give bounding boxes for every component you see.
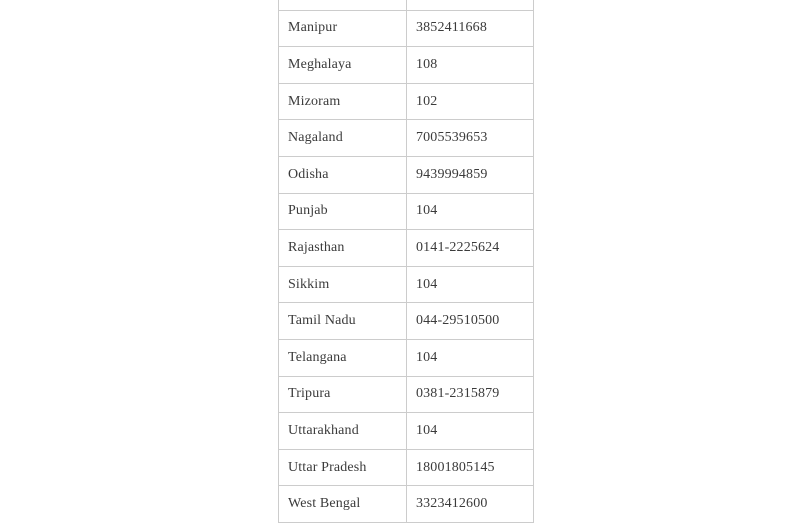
state-cell: West Bengal	[279, 486, 407, 522]
table-row	[279, 47, 533, 84]
helpline-number-cell: 108	[416, 56, 438, 72]
state-cell: Tripura	[279, 377, 407, 413]
helpline-number-cell: 104	[416, 349, 438, 365]
state-cell: Punjab	[279, 194, 407, 230]
state-cell: Uttarakhand	[279, 413, 407, 449]
helpline-number-cell: 104	[416, 423, 438, 439]
helpline-table	[278, 0, 534, 523]
helpline-number-cell: 3852411668	[416, 20, 487, 36]
state-cell	[279, 0, 407, 10]
state-cell: Nagaland	[279, 120, 407, 156]
table-row	[279, 303, 533, 340]
table-row	[279, 84, 533, 121]
helpline-number-cell: 104	[416, 203, 438, 219]
state-cell: Uttar Pradesh	[279, 450, 407, 486]
table-row	[279, 194, 533, 231]
helpline-number-cell: 044-29510500	[416, 313, 500, 329]
state-cell: Mizoram	[279, 84, 407, 120]
table-row	[279, 340, 533, 377]
table-row-partial	[279, 0, 533, 11]
table-row	[279, 450, 533, 487]
helpline-number-cell	[407, 0, 533, 10]
helpline-number-cell: 3323412600	[416, 496, 488, 512]
state-cell: Tamil Nadu	[279, 303, 407, 339]
table-row	[279, 267, 533, 304]
table-row	[279, 413, 533, 450]
helpline-number-cell: 9439994859	[416, 166, 488, 182]
table-row	[279, 377, 533, 414]
helpline-number-cell: 0381-2315879	[416, 386, 500, 402]
helpline-number-cell: 104	[416, 276, 438, 292]
table-row	[279, 11, 533, 48]
state-cell: Odisha	[279, 157, 407, 193]
state-cell: Rajasthan	[279, 230, 407, 266]
state-cell: Manipur	[279, 11, 407, 47]
table-row	[279, 486, 533, 523]
state-cell: Telangana	[279, 340, 407, 376]
state-cell: Sikkim	[279, 267, 407, 303]
table-row	[279, 120, 533, 157]
table-row	[279, 230, 533, 267]
helpline-number-cell: 18001805145	[416, 459, 495, 475]
state-cell: Meghalaya	[279, 47, 407, 83]
helpline-number-cell: 7005539653	[416, 130, 488, 146]
helpline-number-cell: 0141-2225624	[416, 239, 500, 255]
helpline-number-cell: 102	[416, 93, 438, 109]
table-row	[279, 157, 533, 194]
